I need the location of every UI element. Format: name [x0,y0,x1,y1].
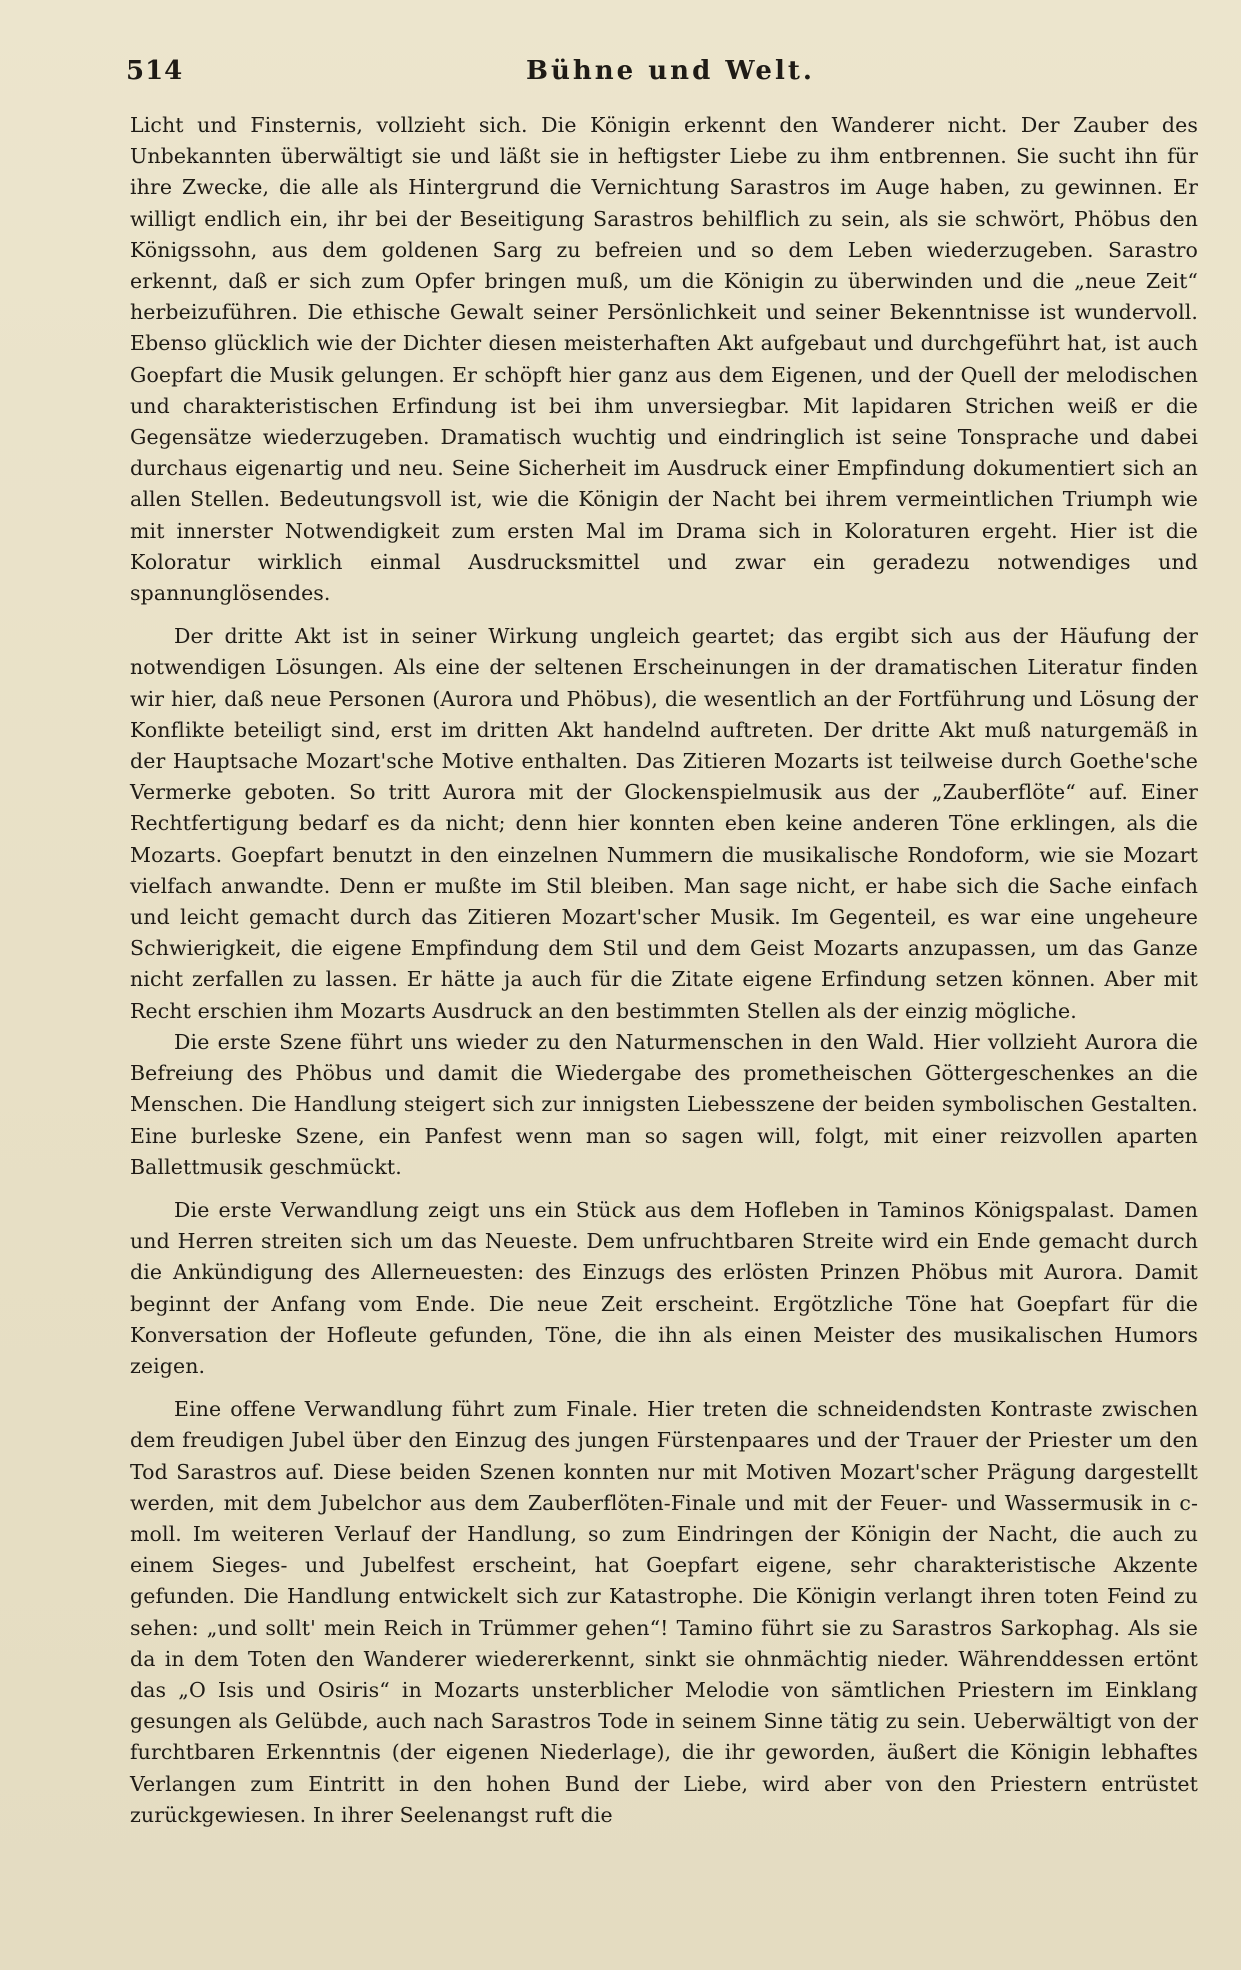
paragraph: Die erste Szene führt uns wieder zu den Naturmenschen in den Wald. Hier vollzieht Aurora die Befreiung des Phöbus und damit die Wiedergabe des prometheischen Göttergeschenkes an die Menschen. Die Handlung steigert sich zur innigsten Liebesszene der beiden symbolischen Gestalten. Eine burleske Szene, ein Panfest wenn man so sagen will, folgt, mit einer reizvollen aparten Ballettmusik geschmückt. [130,1029,1198,1179]
body-text [130,110,1198,1831]
paragraph: Der dritte Akt ist in seiner Wirkung ungleich geartet; das ergibt sich aus der Häufung der notwendigen Lösungen. Als eine der seltenen Erscheinungen in der dramatischen Literatur finden wir hier, daß neue Personen (Aurora und Phöbus), die wesentlich an der Fortführung und Lösung der Konflikte beteiligt sind, erst im dritten Akt handelnd auftreten. Der dritte Akt muß naturgemäß in der Hauptsache Mozart'sche Motive enthalten. Das Zitieren Mozarts ist teilweise durch Goethe'sche Vermerke geboten. So tritt Aurora mit der Glockenspielmusik aus der „Zauberflöte“ auf. Einer Rechtfertigung bedarf es da nicht; denn hier konnten eben keine anderen Töne erklingen, als die Mozarts. Goepfart benutzt in den einzelnen Nummern die musikalische Rondoform, wie sie Mozart vielfach anwandte. Denn er mußte im Stil bleiben. Man sage nicht, er habe sich die Sache einfach und leicht gemacht durch das Zitieren Mozart'scher Musik. Im Gegenteil, es war eine ungeheure Schwierigkeit, die eigene Empfindung dem Stil und dem Geist Mozarts anzupassen, um das Ganze nicht zerfallen zu lassen. Er hätte ja auch für die Zitate eigene Erfindung setzen können. Aber mit Recht erschien ihm Mozarts Ausdruck an den bestimmten Stellen als der einzig mögliche. [130,624,1198,1023]
running-title: Bühne und Welt. [526,56,815,86]
paragraph: Licht und Finsternis, vollzieht sich. Die Königin erkennt den Wanderer nicht. Der Zauber des Unbekannten überwältigt sie und läßt sie in heftigster Liebe zu ihm entbrennen. Sie sucht ihn für ihre Zwecke, die alle als Hintergrund die Vernichtung Sarastros im Auge haben, zu gewinnen. Er willigt endlich ein, ihr bei der Beseitigung Sarastros behilflich zu sein, als sie schwört, Phöbus den Königssohn, aus dem goldenen Sarg zu befreien und so dem Leben wiederzugeben. Sarastro erkennt, daß er sich zum Opfer bringen muß, um die Königin zu überwinden und die „neue Zeit“ herbeizuführen. Die ethische Gewalt seiner Persönlichkeit und seiner Bekenntnisse ist wundervoll. Ebenso glücklich wie der Dichter diesen meisterhaften Akt aufgebaut und durchgeführt hat, ist auch Goepfart die Musik gelungen. Er schöpft hier ganz aus dem Eigenen, und der Quell der melodischen und charakteristischen Erfindung ist bei ihm unversiegbar. Mit lapidaren Strichen weiß er die Gegensätze wiederzugeben. Dramatisch wuchtig und eindringlich ist seine Tonsprache und dabei durchaus eigenartig und neu. Seine Sicherheit im Ausdruck einer Empfindung dokumentiert sich an allen Stellen. Bedeutungsvoll ist, wie die Königin der Nacht bei ihrem vermeintlichen Triumph wie mit innerster Notwendigkeit zum ersten Mal im Drama sich in Koloraturen ergeht. Hier ist die Koloratur wirklich einmal Ausdrucksmittel und zwar ein geradezu notwendiges und spannunglösendes. [130,113,1198,606]
paragraph: Die erste Verwandlung zeigt uns ein Stück aus dem Hofleben in Taminos Königspalast. Damen und Herren streiten sich um das Neueste. Dem unfruchtbaren Streite wird ein Ende gemacht durch die Ankündigung des Allerneuesten: des Einzugs des erlösten Prinzen Phöbus mit Aurora. Damit beginnt der Anfang vom Ende. Die neue Zeit erscheint. Ergötzliche Töne hat Goepfart für die Konversation der Hofleute gefunden, Töne, die ihn als einen Meister des musikalischen Humors zeigen. [130,1197,1198,1378]
page-number: 514 [126,56,184,86]
page-header [126,52,1206,92]
paragraph: Eine offene Verwandlung führt zum Finale. Hier treten die schneidendsten Kontraste zwischen dem freudigen Jubel über den Einzug des jungen Fürstenpaares und der Trauer der Priester um den Tod Sarastros auf. Diese beiden Szenen konnten nur mit Motiven Mozart'scher Prägung dargestellt werden, mit dem Jubelchor aus dem Zauberflöten-Finale und mit der Feuer- und Wassermusik in c-moll. Im weiteren Verlauf der Handlung, so zum Eindringen der Königin der Nacht, die auch zu einem Sieges- und Jubelfest erscheint, hat Goepfart eigene, sehr charakteristische Akzente gefunden. Die Handlung entwickelt sich zur Katastrophe. Die Königin verlangt ihren toten Feind zu sehen: „und sollt' mein Reich in Trümmer gehen“! Tamino führt sie zu Sarastros Sarkophag. Als sie da in dem Toten den Wanderer wiedererkennt, sinkt sie ohnmächtig nieder. Währenddessen ertönt das „O Isis und Osiris“ in Mozarts unsterblicher Melodie von sämtlichen Priestern im Einklang gesungen als Gelübde, auch nach Sarastros Tode in seinem Sinne tätig zu sein. Ueberwältigt von der furchtbaren Erkenntnis (der eigenen Niederlage), die ihr geworden, äußert die Königin lebhaftes Verlangen zum Eintritt in den hohen Bund der Liebe, wird aber von den Priestern entrüstet zurückgewiesen. In ihrer Seelenangst ruft die [130,1397,1198,1827]
